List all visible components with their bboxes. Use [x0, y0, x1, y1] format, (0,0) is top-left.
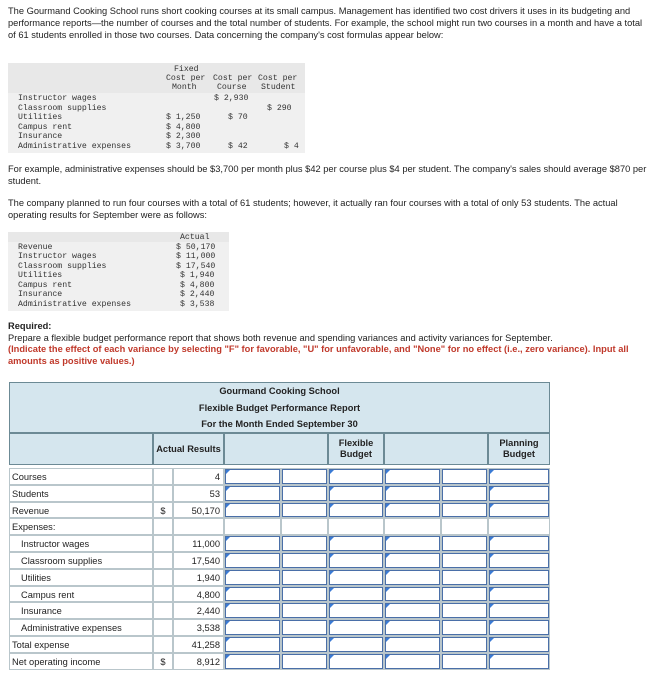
actual-row-label: Instructor wages: [18, 252, 97, 261]
row-label: Classroom supplies: [9, 552, 153, 569]
actual-value: 17,540: [173, 552, 224, 569]
planning-line2: Budget: [502, 449, 535, 459]
variance2-amount-input[interactable]: [385, 603, 440, 618]
actual-value: 1,940: [173, 569, 224, 586]
dollar-sign: $: [153, 502, 173, 519]
variance2-amount-input[interactable]: [385, 469, 440, 484]
variance2-effect-select[interactable]: [442, 620, 487, 635]
variance2-effect-select[interactable]: [442, 603, 487, 618]
actual-row-value: $ 50,170: [176, 242, 216, 252]
grid-cell: [441, 518, 488, 535]
report-title: Gourmand Cooking School: [219, 386, 340, 396]
actual-row-label: Insurance: [18, 290, 63, 299]
variance1-amount-input[interactable]: [225, 620, 280, 635]
report-row: [9, 518, 550, 535]
label-col-header: [9, 433, 153, 465]
actual-row-value: $ 4,800: [180, 280, 215, 290]
grid-cell: [488, 518, 550, 535]
report-row: [9, 468, 550, 485]
variance1-effect-select[interactable]: [282, 503, 327, 518]
row-label: Total expense: [9, 636, 153, 653]
variance1-effect-select[interactable]: [282, 536, 327, 551]
example-text: For example, administrative expenses should be $3,700 per month plus $42 per course plus $4 per student. The company's sales should average $870 per student.: [8, 164, 647, 186]
variance1-effect-select[interactable]: [282, 620, 327, 635]
planning-budget-input[interactable]: [489, 620, 549, 635]
variance2-amount-input[interactable]: [385, 486, 440, 501]
variance2-amount-input[interactable]: [385, 536, 440, 551]
report-row: [9, 552, 550, 569]
actual-value: [173, 518, 224, 535]
planning-budget-input[interactable]: [489, 570, 549, 585]
col-planning-header: [488, 433, 550, 465]
row-label: Net operating income: [9, 653, 153, 670]
variance1-amount-input[interactable]: [225, 553, 280, 568]
report-row: [9, 569, 550, 586]
cost-row-student: $ 4: [284, 141, 299, 151]
dollar-sign: [153, 485, 173, 502]
variance1-amount-input[interactable]: [225, 603, 280, 618]
cost-row-label: Administrative expenses: [18, 141, 132, 151]
planning-budget-input[interactable]: [489, 603, 549, 618]
cost-row-fixed: $ 4,800: [166, 122, 201, 132]
report-row: [9, 653, 550, 670]
cost-row-fixed: $ 3,700: [166, 141, 201, 151]
row-label: Administrative expenses: [9, 619, 153, 636]
variance1-amount-input[interactable]: [225, 486, 280, 501]
dollar-sign: [153, 569, 173, 586]
col-variance1-header: [224, 433, 328, 465]
performance-report: [9, 382, 550, 668]
variance1-amount-input[interactable]: [225, 503, 280, 518]
actual-header: Actual: [180, 233, 210, 242]
row-label: Students: [9, 485, 153, 502]
planning-line1: Planning: [499, 438, 539, 448]
cost-row-course: $ 2,930: [214, 94, 249, 103]
flexible-budget-input[interactable]: [329, 637, 383, 652]
actual-row-label: Utilities: [18, 271, 63, 280]
flexible-line2: Budget: [339, 449, 373, 459]
flexible-budget-input[interactable]: [329, 536, 383, 551]
report-row: [9, 636, 550, 653]
variance1-effect-select[interactable]: [282, 654, 327, 669]
variance2-amount-input[interactable]: [385, 570, 440, 585]
variance1-effect-select[interactable]: [282, 637, 327, 652]
row-label: Campus rent: [9, 586, 153, 603]
required-text: Prepare a flexible budget performance report that shows both revenue and spending variances and activity variances for September.: [8, 332, 553, 343]
variance2-effect-select[interactable]: [442, 536, 487, 551]
planning-budget-input[interactable]: [489, 469, 549, 484]
variance2-amount-input[interactable]: [385, 503, 440, 518]
actual-value: 3,538: [173, 619, 224, 636]
planning-budget-input[interactable]: [489, 587, 549, 602]
row-label: Courses: [9, 468, 153, 485]
actual-value: 41,258: [173, 636, 224, 653]
actual-row-value: $ 2,440: [180, 290, 215, 299]
actual-row-value: $ 11,000: [176, 252, 216, 261]
col-actual-header: Actual Results: [153, 433, 224, 465]
cost-row-label: Campus rent: [18, 122, 73, 132]
header-fixed-2: Cost per: [166, 74, 206, 83]
flexible-budget-input[interactable]: [329, 587, 383, 602]
actual-row-value: $ 3,538: [180, 299, 215, 309]
cost-row-label: Instructor wages: [18, 94, 97, 103]
variance2-effect-select[interactable]: [442, 503, 487, 518]
planning-budget-input[interactable]: [489, 654, 549, 669]
cost-row-course: $ 42: [228, 141, 248, 151]
flexible-line1: Flexible: [338, 438, 374, 448]
actual-row-value: $ 17,540: [176, 261, 216, 271]
report-row: [9, 535, 550, 552]
grid-cell: [384, 518, 441, 535]
dollar-sign: [153, 636, 173, 653]
variance2-amount-input[interactable]: [385, 654, 440, 669]
actual-value: 4: [173, 468, 224, 485]
variance2-amount-input[interactable]: [385, 637, 440, 652]
header-course-2: Course: [217, 83, 247, 92]
variance1-effect-select[interactable]: [282, 553, 327, 568]
header-student-2: Student: [261, 83, 296, 92]
actual-value: 2,440: [173, 602, 224, 619]
grid-cell: [281, 518, 328, 535]
variance1-effect-select[interactable]: [282, 570, 327, 585]
planning-budget-input[interactable]: [489, 503, 549, 518]
row-label: Utilities: [9, 569, 153, 586]
dollar-sign: $: [153, 653, 173, 670]
actual-value: 4,800: [173, 586, 224, 603]
actual-value: 8,912: [173, 653, 224, 670]
variance1-effect-select[interactable]: [282, 486, 327, 501]
variance2-amount-input[interactable]: [385, 620, 440, 635]
cost-formula-table: [8, 63, 305, 153]
required-section: [8, 321, 648, 367]
report-row: [9, 619, 550, 636]
actual-results-table: [8, 232, 229, 311]
header-student-1: Cost per: [258, 74, 298, 83]
flexible-budget-input[interactable]: [329, 486, 383, 501]
cost-row-label: Insurance: [18, 132, 63, 141]
planning-budget-input[interactable]: [489, 486, 549, 501]
actual-value: 50,170: [173, 502, 224, 519]
variance2-amount-input[interactable]: [385, 587, 440, 602]
actual-row-label: Revenue: [18, 242, 53, 252]
dollar-sign: [153, 586, 173, 603]
report-row: [9, 485, 550, 502]
variance2-effect-select[interactable]: [442, 486, 487, 501]
report-subtitle: Flexible Budget Performance Report: [198, 403, 361, 413]
flexible-budget-input[interactable]: [329, 469, 383, 484]
report-row: [9, 586, 550, 603]
dollar-sign: [153, 468, 173, 485]
actual-value: 11,000: [173, 535, 224, 552]
header-fixed-1: Fixed: [174, 65, 199, 74]
required-instruction: (Indicate the effect of each variance by selecting "F" for favorable, "U" for unfavorable, and "None" for no effect (i.e., zero variance). Input all amounts as positive values.): [8, 344, 629, 366]
actual-row-label: Campus rent: [18, 280, 73, 290]
row-label: Expenses:: [9, 518, 153, 535]
dollar-sign: [153, 619, 173, 636]
row-label: Instructor wages: [9, 535, 153, 552]
planning-budget-input[interactable]: [489, 553, 549, 568]
variance1-effect-select[interactable]: [282, 469, 327, 484]
variance1-amount-input[interactable]: [225, 637, 280, 652]
col-flexible-header: [328, 433, 384, 465]
col-variance2-header: [384, 433, 488, 465]
grid-cell: [328, 518, 384, 535]
variance1-amount-input[interactable]: [225, 469, 280, 484]
planning-budget-input[interactable]: [489, 536, 549, 551]
variance1-amount-input[interactable]: [225, 570, 280, 585]
variance2-effect-select[interactable]: [442, 654, 487, 669]
flexible-budget-input[interactable]: [329, 570, 383, 585]
variance2-effect-select[interactable]: [442, 469, 487, 484]
variance2-effect-select[interactable]: [442, 553, 487, 568]
report-row: [9, 502, 550, 519]
cost-row-fixed: $ 1,250: [166, 113, 201, 122]
variance2-effect-select[interactable]: [442, 587, 487, 602]
variance2-effect-select[interactable]: [442, 570, 487, 585]
variance2-amount-input[interactable]: [385, 553, 440, 568]
dollar-sign: [153, 602, 173, 619]
grid-cell: [224, 518, 281, 535]
cost-row-course: $ 70: [228, 113, 248, 122]
cost-row-label: Classroom supplies: [18, 103, 107, 113]
actual-row-label: Classroom supplies: [18, 261, 107, 271]
report-period: For the Month Ended September 30: [201, 419, 358, 429]
planning-budget-input[interactable]: [489, 637, 549, 652]
report-header: [9, 382, 550, 433]
intro-text: The Gourmand Cooking School runs short cooking courses at its small campus. Management has identified two cost drivers it uses in its budgeting and performance reports—the number of courses and the total number of students. For example, the school might run two courses in a month and have a total of 61 students enrolled in those two courses. Data concerning the company's cost formulas appear below:: [8, 6, 643, 40]
cost-row-student: $ 290: [267, 103, 292, 113]
variance2-effect-select[interactable]: [442, 637, 487, 652]
row-label: Revenue: [9, 502, 153, 519]
planned-text: The company planned to run four courses with a total of 61 students; however, it actually ran four courses with a total of only 53 students. The actual operating results for September were as follows:: [8, 198, 618, 220]
flexible-budget-input[interactable]: [329, 620, 383, 635]
header-fixed-3: Month: [172, 83, 197, 92]
cost-row-fixed: $ 2,300: [166, 132, 201, 141]
variance1-effect-select[interactable]: [282, 603, 327, 618]
variance1-effect-select[interactable]: [282, 587, 327, 602]
variance1-amount-input[interactable]: [225, 536, 280, 551]
flexible-budget-input[interactable]: [329, 553, 383, 568]
actual-row-value: $ 1,940: [180, 271, 215, 280]
flexible-budget-input[interactable]: [329, 503, 383, 518]
variance1-amount-input[interactable]: [225, 654, 280, 669]
dollar-sign: [153, 518, 173, 535]
actual-row-label: Administrative expenses: [18, 299, 132, 309]
row-label: Insurance: [9, 602, 153, 619]
flexible-budget-input[interactable]: [329, 654, 383, 669]
required-heading: Required:: [8, 321, 52, 331]
cost-row-label: Utilities: [18, 113, 63, 122]
dollar-sign: [153, 535, 173, 552]
flexible-budget-input[interactable]: [329, 603, 383, 618]
actual-value: 53: [173, 485, 224, 502]
dollar-sign: [153, 552, 173, 569]
header-course-1: Cost per: [213, 74, 253, 83]
report-row: [9, 602, 550, 619]
variance1-amount-input[interactable]: [225, 587, 280, 602]
